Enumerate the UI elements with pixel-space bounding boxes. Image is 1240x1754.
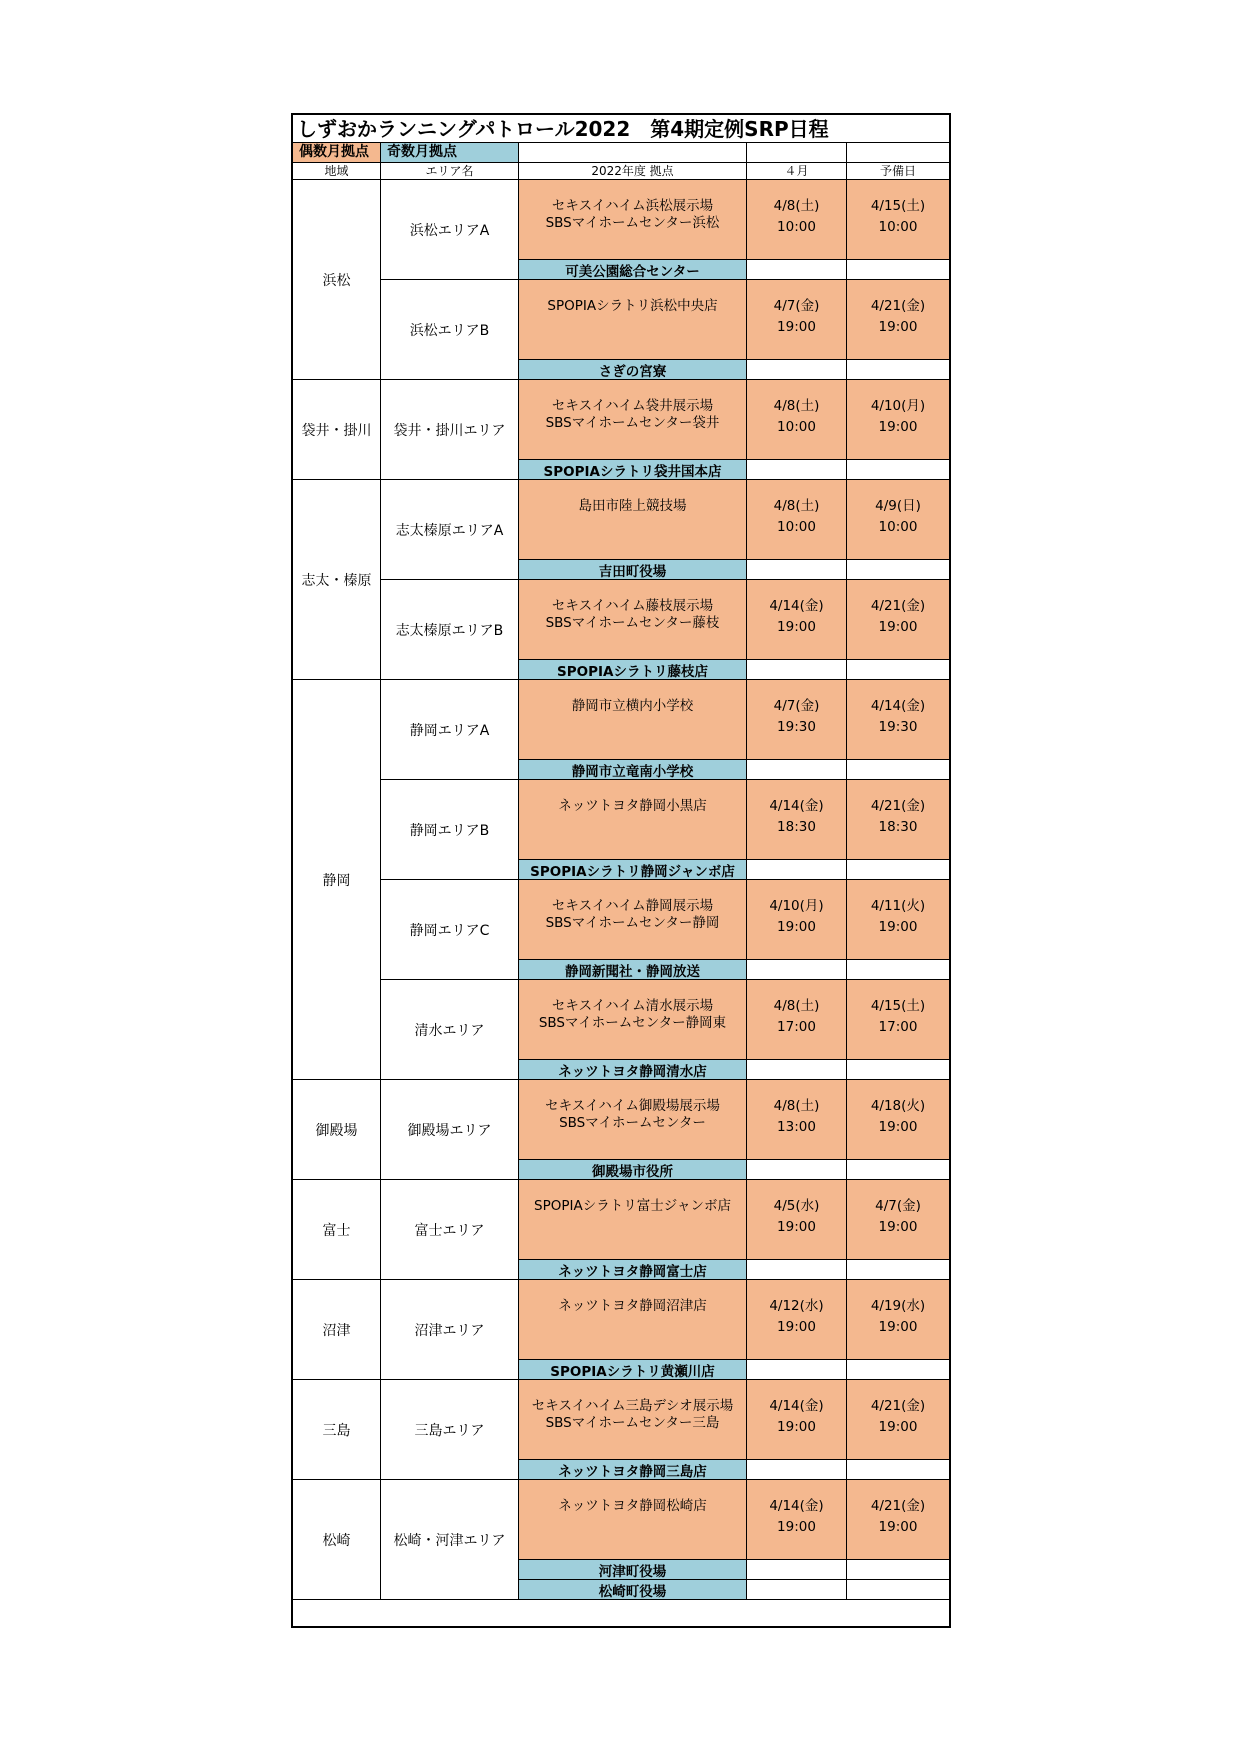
even-base-line: SBSマイホームセンター藤枝 <box>545 615 720 631</box>
reserve-date-day: 4/21(金) <box>870 798 926 814</box>
area-name <box>381 680 519 780</box>
reserve-date-time: 19:00 <box>878 319 918 335</box>
region-name-label: 松崎 <box>322 1532 351 1549</box>
reserve-date-time: 10:00 <box>878 519 918 535</box>
april-date-day: 4/14(金) <box>769 798 824 814</box>
reserve-date-day: 4/19(水) <box>870 1298 926 1314</box>
even-base-line: セキスイハイム藤枝展示場 <box>551 598 714 614</box>
april-date-day: 4/8(土) <box>773 1098 820 1114</box>
blank-cell <box>847 1460 949 1480</box>
area-name <box>381 1180 519 1280</box>
header-region: 地域 <box>293 163 381 180</box>
odd-base-label: 静岡市立竜南小学校 <box>571 763 694 780</box>
blank-cell <box>847 1160 949 1180</box>
reserve-date-day: 4/21(金) <box>870 1498 926 1514</box>
april-date-day: 4/8(土) <box>773 398 820 414</box>
blank-cell <box>847 760 949 780</box>
april-date-time: 10:00 <box>777 519 816 535</box>
reserve-date-time: 19:00 <box>878 1319 918 1335</box>
reserve-date-day: 4/18(火) <box>870 1098 926 1114</box>
odd-base-label: 御殿場市役所 <box>592 1163 673 1180</box>
reserve-date <box>847 380 949 460</box>
blank-cell <box>747 560 847 580</box>
odd-month-base <box>519 760 747 780</box>
april-date <box>747 680 847 760</box>
even-month-base <box>519 1380 747 1460</box>
april-date <box>747 1380 847 1460</box>
area-name-label: 松崎・河津エリア <box>393 1532 506 1549</box>
legend-empty-cell <box>747 143 847 162</box>
area-name-label: 御殿場エリア <box>407 1122 492 1139</box>
april-date <box>747 980 847 1060</box>
even-base-line: SBSマイホームセンター三島 <box>545 1415 720 1431</box>
region-name <box>293 1480 381 1600</box>
blank-cell <box>747 1060 847 1080</box>
blank-cell <box>847 960 949 980</box>
region-name-label: 静岡 <box>322 872 351 889</box>
even-base-line: セキスイハイム袋井展示場 <box>551 398 714 414</box>
april-date-time: 19:00 <box>777 1219 816 1235</box>
area-name <box>381 1380 519 1480</box>
area-name <box>381 180 519 280</box>
blank-cell <box>747 1260 847 1280</box>
region-name-label: 袋井・掛川 <box>301 422 372 439</box>
area-name-label: 志太榛原エリアB <box>395 622 504 639</box>
even-month-base <box>519 780 747 860</box>
odd-month-base <box>519 960 747 980</box>
even-base-line: セキスイハイム清水展示場 <box>551 998 714 1014</box>
region-name-label: 富士 <box>322 1222 351 1239</box>
april-date <box>747 1080 847 1160</box>
blank-cell <box>847 260 949 280</box>
blank-cell <box>747 660 847 680</box>
reserve-date <box>847 1480 949 1560</box>
area-name <box>381 580 519 680</box>
even-month-base <box>519 280 747 360</box>
blank-cell <box>847 360 949 380</box>
april-date-time: 19:00 <box>777 1419 816 1435</box>
even-base-line: セキスイハイム御殿場展示場 <box>545 1098 720 1114</box>
april-date-time: 19:00 <box>777 1519 816 1535</box>
april-date-day: 4/8(土) <box>773 498 820 514</box>
april-date-time: 19:00 <box>777 919 816 935</box>
even-month-base <box>519 480 747 560</box>
odd-base-label: SPOPIAシラトリ黄瀬川店 <box>550 1363 715 1380</box>
even-base-line: セキスイハイム静岡展示場 <box>551 898 714 914</box>
even-base-line: SBSマイホームセンター浜松 <box>545 215 720 231</box>
odd-base-label: 吉田町役場 <box>598 563 667 580</box>
area-name-label: 三島エリア <box>414 1422 485 1439</box>
region-name-label: 三島 <box>322 1422 351 1439</box>
even-base-line: SPOPIAシラトリ浜松中央店 <box>547 298 718 314</box>
even-month-base <box>519 180 747 260</box>
april-date-time: 19:00 <box>777 319 816 335</box>
legend-empty-cell <box>519 143 747 162</box>
april-date-day: 4/14(金) <box>769 598 824 614</box>
april-date-day: 4/14(金) <box>769 1498 824 1514</box>
even-base-line: ネッツトヨタ静岡沼津店 <box>558 1298 707 1314</box>
sheet-title: しずおかランニングパトロール2022 第4期定例SRP日程 <box>293 115 949 143</box>
odd-month-base <box>519 660 747 680</box>
reserve-date-time: 18:30 <box>878 819 918 835</box>
odd-base-label: 可美公園総合センター <box>565 263 700 280</box>
header-reserve: 予備日 <box>879 164 916 178</box>
april-date-time: 10:00 <box>777 419 816 435</box>
odd-month-base <box>519 860 747 880</box>
odd-month-base <box>519 560 747 580</box>
april-date-time: 18:30 <box>777 819 816 835</box>
april-date-time: 19:00 <box>777 619 816 635</box>
blank-cell <box>747 1460 847 1480</box>
reserve-date <box>847 1180 949 1260</box>
even-month-base <box>519 980 747 1060</box>
reserve-date-day: 4/14(金) <box>870 698 926 714</box>
april-date <box>747 180 847 260</box>
blank-cell <box>847 560 949 580</box>
area-name-label: 袋井・掛川エリア <box>393 422 506 439</box>
april-date <box>747 280 847 360</box>
reserve-date-time: 19:00 <box>878 919 918 935</box>
legend-odd-month: 奇数月拠点 <box>381 143 519 162</box>
blank-cell <box>747 960 847 980</box>
even-base-line: SBSマイホームセンター袋井 <box>545 415 720 431</box>
area-name <box>381 980 519 1080</box>
april-date-time: 17:00 <box>777 1019 816 1035</box>
april-date <box>747 1180 847 1260</box>
april-date <box>747 580 847 660</box>
schedule-sheet <box>291 113 951 1628</box>
even-month-base <box>519 680 747 760</box>
area-name <box>381 780 519 880</box>
region-name <box>293 480 381 680</box>
reserve-date-time: 17:00 <box>878 1019 918 1035</box>
odd-base-label: 河津町役場 <box>598 1563 667 1580</box>
april-date-day: 4/8(土) <box>773 198 820 214</box>
blank-cell <box>847 660 949 680</box>
area-name-label: 富士エリア <box>414 1222 485 1239</box>
reserve-date-day: 4/15(土) <box>870 998 926 1014</box>
region-name-label: 沼津 <box>322 1322 351 1339</box>
april-date-time: 19:30 <box>777 719 816 735</box>
region-name-label: 志太・榛原 <box>301 572 372 589</box>
reserve-date-time: 19:00 <box>878 1419 918 1435</box>
blank-cell <box>747 1160 847 1180</box>
reserve-date <box>847 580 949 660</box>
reserve-date <box>847 880 949 960</box>
area-name <box>381 380 519 480</box>
blank-cell <box>747 1560 847 1580</box>
reserve-date <box>847 980 949 1060</box>
blank-cell <box>847 1580 949 1600</box>
area-name-label: 沼津エリア <box>414 1322 485 1339</box>
odd-month-base <box>519 1460 747 1480</box>
even-base-line: 島田市陸上競技場 <box>578 498 687 514</box>
odd-base-label: SPOPIAシラトリ袋井国本店 <box>543 463 722 480</box>
area-name-label: 静岡エリアA <box>409 722 490 739</box>
april-date <box>747 380 847 460</box>
reserve-date-day: 4/15(土) <box>870 198 926 214</box>
blank-cell <box>847 860 949 880</box>
odd-base-label: SPOPIAシラトリ藤枝店 <box>557 663 708 680</box>
legend-even-month: 偶数月拠点 <box>293 143 381 162</box>
odd-base-label: さぎの宮寮 <box>598 363 667 380</box>
april-date <box>747 480 847 560</box>
even-month-base <box>519 580 747 660</box>
even-month-base <box>519 380 747 460</box>
header-base: 2022年度 拠点 <box>519 163 747 180</box>
even-base-line: SBSマイホームセンター静岡 <box>545 915 720 931</box>
even-month-base <box>519 1080 747 1160</box>
blank-cell <box>747 1360 847 1380</box>
region-name <box>293 180 381 380</box>
april-date-day: 4/8(土) <box>773 998 820 1014</box>
area-name-label: 清水エリア <box>414 1022 485 1039</box>
april-date-day: 4/10(月) <box>769 898 824 914</box>
even-base-line: ネッツトヨタ静岡松崎店 <box>558 1498 707 1514</box>
odd-month-base <box>519 1060 747 1080</box>
odd-month-base <box>519 1160 747 1180</box>
region-name <box>293 1280 381 1380</box>
odd-month-base <box>519 460 747 480</box>
reserve-date <box>847 1080 949 1160</box>
odd-month-base <box>519 1580 747 1600</box>
region-name <box>293 680 381 1080</box>
even-month-base <box>519 880 747 960</box>
reserve-date-day: 4/10(月) <box>870 398 926 414</box>
region-name <box>293 1180 381 1280</box>
reserve-date-day: 4/9(日) <box>875 498 921 514</box>
region-name-label: 御殿場 <box>315 1122 358 1139</box>
reserve-date <box>847 1380 949 1460</box>
april-date-day: 4/5(水) <box>773 1198 820 1214</box>
even-month-base <box>519 1480 747 1560</box>
region-name <box>293 380 381 480</box>
april-date-day: 4/14(金) <box>769 1398 824 1414</box>
odd-base-label: ネッツトヨタ静岡清水店 <box>558 1063 707 1080</box>
even-base-line: SBSマイホームセンター静岡東 <box>538 1015 727 1031</box>
area-name <box>381 880 519 980</box>
reserve-date <box>847 780 949 860</box>
reserve-date-day: 4/7(金) <box>875 1198 921 1214</box>
blank-cell <box>747 760 847 780</box>
reserve-date-time: 19:00 <box>878 1219 918 1235</box>
even-base-line: セキスイハイム浜松展示場 <box>551 198 714 214</box>
area-name-label: 志太榛原エリアA <box>395 522 504 539</box>
odd-month-base <box>519 1360 747 1380</box>
odd-base-label: 静岡新聞社・静岡放送 <box>565 963 700 980</box>
odd-month-base <box>519 1260 747 1280</box>
area-name <box>381 1080 519 1180</box>
odd-base-label: ネッツトヨタ静岡富士店 <box>558 1263 707 1280</box>
odd-month-base <box>519 1560 747 1580</box>
area-name <box>381 1280 519 1380</box>
area-name-label: 静岡エリアC <box>409 922 490 939</box>
blank-cell <box>747 860 847 880</box>
even-base-line: SPOPIAシラトリ富士ジャンボ店 <box>534 1198 731 1214</box>
blank-cell <box>847 1360 949 1380</box>
reserve-date-day: 4/21(金) <box>870 598 926 614</box>
blank-cell <box>747 360 847 380</box>
blank-cell <box>847 460 949 480</box>
region-name <box>293 1080 381 1180</box>
april-date-day: 4/12(水) <box>769 1298 824 1314</box>
reserve-date-time: 19:00 <box>878 419 918 435</box>
blank-cell <box>847 1060 949 1080</box>
area-name <box>381 1480 519 1600</box>
even-base-line: 静岡市立横内小学校 <box>571 698 694 714</box>
even-month-base <box>519 1180 747 1260</box>
area-name-label: 静岡エリアB <box>409 822 490 839</box>
april-date-day: 4/7(金) <box>773 698 820 714</box>
april-date <box>747 780 847 860</box>
even-month-base <box>519 1280 747 1360</box>
header-row <box>293 162 949 180</box>
reserve-date <box>847 1280 949 1360</box>
reserve-date-time: 19:00 <box>878 1519 918 1535</box>
blank-cell <box>747 260 847 280</box>
area-name <box>381 280 519 380</box>
reserve-date-time: 19:00 <box>878 619 918 635</box>
area-name-label: 浜松エリアB <box>409 322 490 339</box>
odd-base-label: ネッツトヨタ静岡三島店 <box>558 1463 707 1480</box>
april-date <box>747 1480 847 1560</box>
april-date <box>747 1280 847 1360</box>
april-date <box>747 880 847 960</box>
reserve-date <box>847 280 949 360</box>
even-base-line: ネッツトヨタ静岡小黒店 <box>558 798 707 814</box>
reserve-date <box>847 680 949 760</box>
header-area: エリア名 <box>381 163 519 180</box>
april-date-time: 10:00 <box>777 219 816 235</box>
reserve-date-time: 10:00 <box>878 219 918 235</box>
reserve-date <box>847 180 949 260</box>
odd-month-base <box>519 360 747 380</box>
region-name-label: 浜松 <box>322 272 351 289</box>
odd-base-label: SPOPIAシラトリ静岡ジャンボ店 <box>530 863 735 880</box>
blank-cell <box>747 1580 847 1600</box>
blank-cell <box>847 1560 949 1580</box>
reserve-date-day: 4/21(金) <box>870 298 926 314</box>
area-name-label: 浜松エリアA <box>409 222 490 239</box>
odd-base-label: 松崎町役場 <box>598 1583 667 1600</box>
region-name <box>293 1380 381 1480</box>
reserve-date-time: 19:00 <box>878 1119 918 1135</box>
even-base-line: セキスイハイム三島デシオ展示場 <box>531 1398 734 1414</box>
reserve-date <box>847 480 949 560</box>
april-date-day: 4/7(金) <box>773 298 820 314</box>
april-date-time: 19:00 <box>777 1319 816 1335</box>
blank-cell <box>847 1260 949 1280</box>
area-name <box>381 480 519 580</box>
odd-month-base <box>519 260 747 280</box>
header-month: ４月 <box>747 163 847 180</box>
reserve-date-time: 19:30 <box>878 719 918 735</box>
even-base-line: SBSマイホームセンター <box>559 1115 706 1131</box>
reserve-date-day: 4/11(火) <box>870 898 926 914</box>
reserve-date-day: 4/21(金) <box>870 1398 926 1414</box>
blank-cell <box>747 460 847 480</box>
april-date-time: 13:00 <box>777 1119 816 1135</box>
